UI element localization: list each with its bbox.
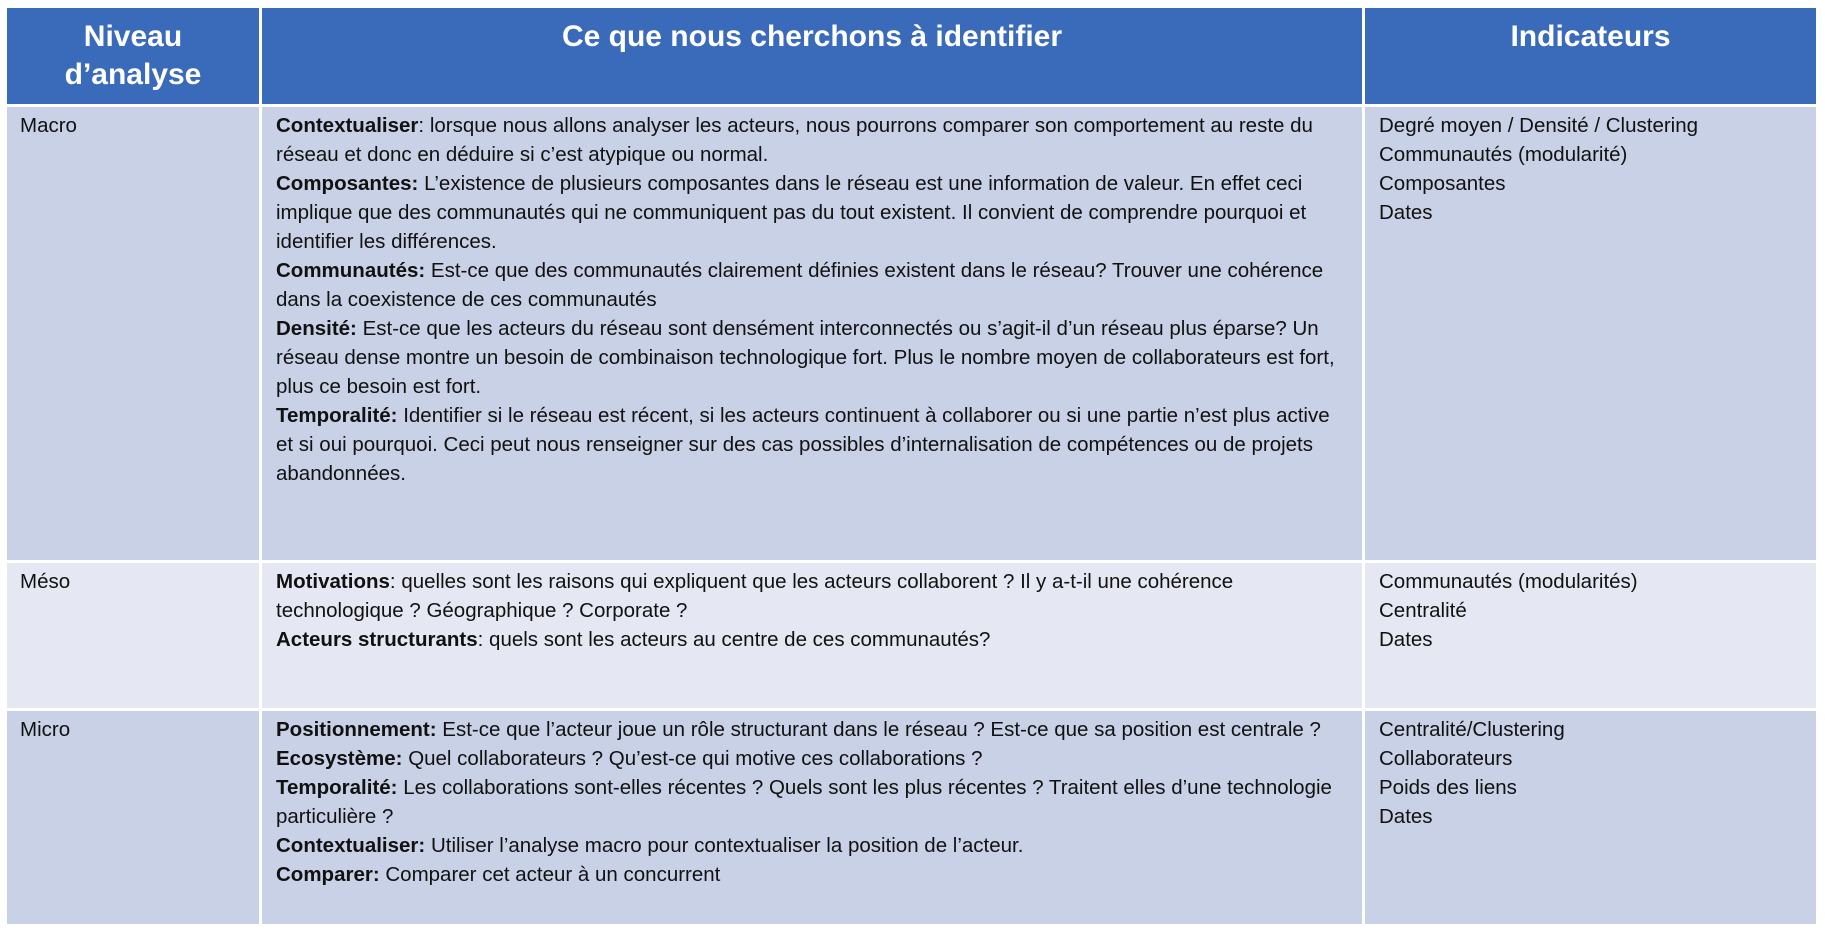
indicators-cell xyxy=(1365,563,1816,711)
objective-sep: : xyxy=(389,570,402,593)
objective-term: Comparer: xyxy=(276,863,380,886)
indicator-item: Collaborateurs xyxy=(1379,747,1513,770)
level-cell: Macro xyxy=(7,107,262,563)
objective-item xyxy=(276,567,1348,625)
table-row-micro xyxy=(7,711,1816,924)
objectives-cell xyxy=(262,107,1365,563)
indicator-item: Poids des liens xyxy=(1379,776,1517,799)
objective-term: Positionnement: xyxy=(276,718,437,741)
level-cell: Méso xyxy=(7,563,262,711)
objective-item xyxy=(276,715,1348,744)
indicator-item: Dates xyxy=(1379,201,1433,224)
objective-item xyxy=(276,401,1348,488)
indicator-item: Communautés (modularité) xyxy=(1379,143,1628,166)
level-cell: Micro xyxy=(7,711,262,924)
objective-item xyxy=(276,314,1348,401)
objective-text: Utiliser l’analyse macro pour contextualiser la position de l’acteur. xyxy=(430,834,1024,857)
indicator-item: Communautés (modularités) xyxy=(1379,570,1638,593)
objective-term: Contextualiser xyxy=(276,114,419,137)
indicator-item: Degré moyen / Densité / Clustering xyxy=(1379,114,1699,137)
objective-item xyxy=(276,773,1348,831)
objective-term: Ecosystème: xyxy=(276,747,403,770)
objective-text: Quel collaborateurs ? Qu’est-ce qui motive ces collaborations ? xyxy=(408,747,983,770)
header-niveau-analyse xyxy=(7,8,262,107)
header-col1-label: Niveau d’analyse xyxy=(64,20,202,91)
objective-text: quels sont les acteurs au centre de ces communautés? xyxy=(489,628,991,651)
indicator-item: Dates xyxy=(1379,628,1433,651)
objective-term: Composantes: xyxy=(276,172,419,195)
objective-text: quelles sont les raisons qui expliquent que les acteurs collaborent ? Il y a-t-il une cohérence technologique ? Géographique ? Corporate ? xyxy=(276,570,1234,622)
objective-text: Est-ce que les acteurs du réseau sont densément interconnectés ou s’agit-il d’un réseau plus éparse? Un réseau dense montre un besoin de combinaison technologique fort. Plus le nombre moyen de collaborateurs est fort, plus ce besoin est fort. xyxy=(276,317,1335,398)
objective-item xyxy=(276,169,1348,256)
objective-text: Comparer cet acteur à un concurrent xyxy=(385,863,721,886)
table-row-meso xyxy=(7,563,1816,711)
objective-term: Temporalité: xyxy=(276,404,398,427)
objective-item xyxy=(276,860,1348,889)
objective-text: Est-ce que des communautés clairement définies existent dans le réseau? Trouver une cohérence dans la coexistence de ces communautés xyxy=(276,259,1324,311)
objective-term: Contextualiser: xyxy=(276,834,426,857)
header-indicateurs: Indicateurs xyxy=(1365,8,1816,107)
objective-item xyxy=(276,111,1348,169)
indicator-item: Composantes xyxy=(1379,172,1506,195)
objective-text: lorsque nous allons analyser les acteurs, nous pourrons comparer son comportement au reste du réseau et donc en déduire si c’est atypique ou normal. xyxy=(276,114,1313,166)
objective-term: Motivations xyxy=(276,570,390,593)
objective-sep: : xyxy=(418,114,430,137)
objective-term: Densité: xyxy=(276,317,357,340)
objective-sep: : xyxy=(477,628,490,651)
objective-text: Les collaborations sont-elles récentes ? Quels sont les plus récentes ? Traitent elles d’une technologie particulière ? xyxy=(276,776,1332,828)
objective-item xyxy=(276,256,1348,314)
objective-text: L’existence de plusieurs composantes dans le réseau est une information de valeur. En effet ceci implique que des communautés qui ne communiquent pas du tout existent. Il convient de comprendre pourquoi et identifier les différences. xyxy=(276,172,1307,253)
objective-item xyxy=(276,831,1348,860)
indicator-item: Centralité/Clustering xyxy=(1379,718,1565,741)
objective-item xyxy=(276,744,1348,773)
objectives-cell xyxy=(262,563,1365,711)
objective-text: Est-ce que l’acteur joue un rôle structurant dans le réseau ? Est-ce que sa position est centrale ? xyxy=(442,718,1321,741)
header-ce-que-nous-cherchons: Ce que nous cherchons à identifier xyxy=(262,8,1365,107)
objective-item xyxy=(276,625,1348,654)
table-row-macro xyxy=(7,107,1816,563)
indicator-item: Centralité xyxy=(1379,599,1467,622)
table-header-row xyxy=(7,8,1816,107)
indicator-item: Dates xyxy=(1379,805,1433,828)
objective-term: Communautés: xyxy=(276,259,426,282)
objectives-cell xyxy=(262,711,1365,924)
objective-term: Temporalité: xyxy=(276,776,398,799)
indicators-cell xyxy=(1365,711,1816,924)
indicators-cell xyxy=(1365,107,1816,563)
objective-term: Acteurs structurants xyxy=(276,628,478,651)
analysis-table xyxy=(7,8,1816,924)
objective-text: Identifier si le réseau est récent, si les acteurs continuent à collaborer ou si une partie n’est plus active et si oui pourquoi. Ceci peut nous renseigner sur des cas possibles d’internalisation de compétences ou de projets abandonnées. xyxy=(276,404,1330,485)
